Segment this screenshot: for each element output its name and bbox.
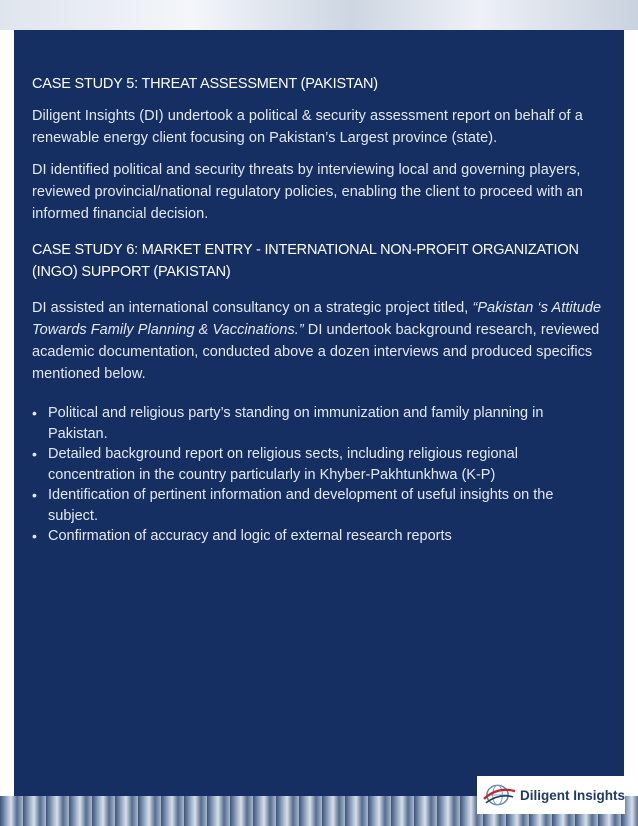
bullet-icon: • [32,446,37,462]
case-study-5-title: CASE STUDY 5: THREAT ASSESSMENT (PAKISTAN) [32,76,378,92]
paragraph-rest: DI undertook background research, reviewed academic documentation, conducted above a dozen interviews and produced specifics mentioned below. [32,322,600,382]
project-title-quote: “Pakistan ‘s Attitude Towards Family Planning & Vaccinations.” [32,300,602,338]
list-item [32,526,604,547]
list-item [32,403,604,444]
bullet-icon: • [32,528,37,544]
paragraph-intro: DI assisted an international consultancy on a strategic project titled, [32,300,473,316]
company-logo [477,776,625,814]
logo-wordmark: Diligent Insights [519,787,625,803]
bullet-icon: • [32,487,37,503]
list-item-text: Identification of pertinent information and development of useful insights on the subject. [48,487,554,524]
case-study-5-paragraph-1: Diligent Insights (DI) undertook a political & security assessment report on behalf of a renewable energy client focusing on Pakistan’s Largest province (state). [32,108,583,146]
list-item-text: Detailed background report on religious sects, including religious regional concentration in the country particularly in Khyber-Pakhtunkhwa (K-P) [48,446,518,483]
list-item-text: Confirmation of accuracy and logic of external research reports [48,528,452,544]
case-study-5-paragraph-2: DI identified political and security threats by interviewing local and governing players, reviewed provincial/national regulatory policies, enabling the client to proceed with an informed financial decision. [32,162,583,222]
list-item [32,444,604,485]
globe-swoosh-icon [483,782,516,808]
list-item [32,485,604,526]
bullet-icon: • [32,405,37,421]
case-study-6-paragraph [32,297,604,385]
header-photo-strip [0,0,638,30]
content-panel [14,30,624,798]
list-item-text: Political and religious party’s standing on immunization and family planning in Pakistan. [48,405,544,442]
findings-list [32,403,604,547]
case-study-6-title: CASE STUDY 6: MARKET ENTRY - INTERNATIONAL NON-PROFIT ORGANIZATION (INGO) SUPPORT (PAKISTAN) [32,242,579,280]
